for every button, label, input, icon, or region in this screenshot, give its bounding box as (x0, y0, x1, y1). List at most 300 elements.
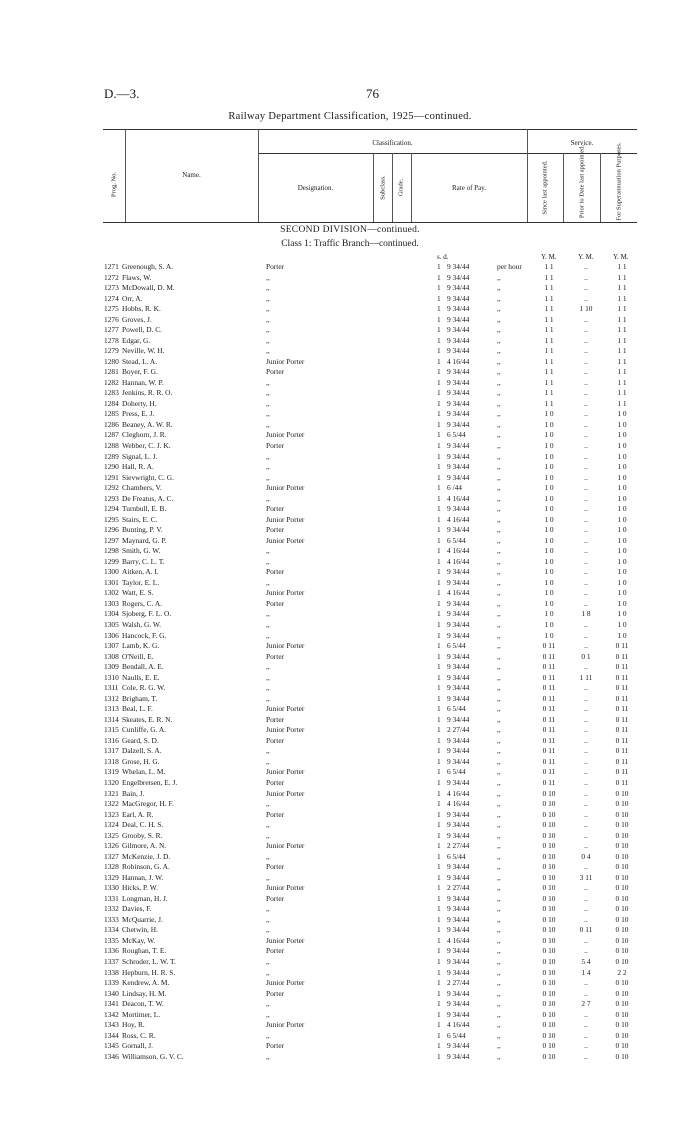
service-prior: 3 11 (579, 872, 593, 882)
service-superannuation: 1 0 (617, 577, 627, 587)
service-prior: .. (584, 283, 588, 293)
service-prior: 1 11 (579, 672, 593, 682)
service-since-last: 0 10 (542, 967, 556, 977)
designation: ,, (266, 409, 270, 419)
rate-unit: ,, (497, 314, 501, 324)
service-prior: .. (584, 1041, 588, 1051)
designation: ,, (266, 293, 270, 303)
service-prior: .. (584, 1030, 588, 1040)
table-row (0, 820, 700, 830)
service-since-last: 0 10 (542, 978, 556, 988)
service-prior: .. (584, 914, 588, 924)
rate-of-pay: 9 34/44 (447, 999, 470, 1009)
designation: Porter (266, 567, 285, 577)
table-row (0, 294, 700, 304)
rate-of-pay: 2 27/44 (447, 978, 470, 988)
subclass-value: 1 (437, 978, 441, 988)
prog-number: 1323 (104, 809, 119, 819)
table-row (0, 1052, 700, 1062)
service-prior: .. (584, 809, 588, 819)
subclass-value: 1 (437, 493, 441, 503)
table-row (0, 599, 700, 609)
table-row (0, 736, 700, 746)
service-since-last: 0 10 (542, 809, 556, 819)
prog-number: 1271 (104, 262, 119, 271)
designation: Junior Porter (266, 767, 305, 777)
service-superannuation: 0 11 (615, 735, 629, 745)
service-prior: .. (584, 704, 588, 714)
rate-unit: ,, (497, 620, 501, 630)
table-row (0, 862, 700, 872)
rate-unit: ,, (497, 704, 501, 714)
service-since-last: 1 1 (544, 335, 554, 345)
prog-number: 1320 (104, 777, 119, 787)
service-since-last: 0 11 (542, 746, 556, 756)
designation: Junior Porter (266, 935, 305, 945)
rate-of-pay: 9 34/44 (447, 672, 470, 682)
service-since-last: 1 0 (544, 472, 554, 482)
table-row (0, 631, 700, 641)
rate-of-pay: 9 34/44 (447, 946, 470, 956)
employee-name: Hancock, F. G. (122, 630, 167, 640)
service-since-last: 1 1 (544, 398, 554, 408)
employee-name: Signal, L. J. (122, 451, 158, 461)
rate-of-pay: 9 34/44 (447, 1041, 470, 1051)
prog-number: 1274 (104, 293, 119, 303)
grade-header: Grade. (397, 178, 405, 197)
service-prior: .. (584, 556, 588, 566)
designation: Porter (266, 598, 285, 608)
prog-number: 1306 (104, 630, 119, 640)
designation: Junior Porter (266, 725, 305, 735)
service-superannuation: 1 0 (617, 472, 627, 482)
prog-number: 1284 (104, 398, 119, 408)
prog-number: 1297 (104, 535, 119, 545)
service-since-last: 0 11 (542, 651, 556, 661)
document-reference: D.—3. (104, 86, 140, 101)
rate-unit: ,, (497, 304, 501, 314)
subclass-value: 1 (437, 556, 441, 566)
table-row (0, 1041, 700, 1051)
designation: ,, (266, 272, 270, 282)
rate-unit: ,, (497, 472, 501, 482)
subclass-value: 1 (437, 514, 441, 524)
employee-name: Hobbs, R. K. (122, 304, 161, 314)
designation: Porter (266, 893, 285, 903)
employee-name: Edgar, G. (122, 335, 151, 345)
subclass-value: 1 (437, 325, 441, 335)
service-prior: .. (584, 862, 588, 872)
table-row (0, 357, 700, 367)
service-superannuation: 1 1 (617, 325, 627, 335)
prog-number: 1278 (104, 335, 119, 345)
prog-number: 1343 (104, 1020, 119, 1030)
table-row (0, 473, 700, 483)
rate-unit: ,, (497, 672, 501, 682)
table-row (0, 999, 700, 1009)
service-superannuation: 1 1 (617, 293, 627, 303)
service-since-last: 0 10 (542, 851, 556, 861)
service-since-last: 0 10 (542, 956, 556, 966)
service-superannuation: 0 10 (615, 956, 629, 966)
service-superannuation: 0 10 (615, 851, 629, 861)
service-prior: .. (584, 1051, 588, 1061)
employee-name: Neville, W. H. (122, 346, 165, 356)
employee-name: Brigham, T. (122, 693, 158, 703)
rate-unit: ,, (497, 756, 501, 766)
rate-unit: ,, (497, 862, 501, 872)
employee-name: Sievwright, C. G. (122, 472, 174, 482)
service-superannuation: 0 10 (615, 999, 629, 1009)
employee-name: Geard, S. D. (122, 735, 159, 745)
service-superannuation: 0 10 (615, 925, 629, 935)
prog-number: 1289 (104, 451, 119, 461)
service-superannuation: 0 10 (615, 1041, 629, 1051)
service-since-last: 0 11 (542, 714, 556, 724)
designation: Porter (266, 441, 285, 450)
rate-unit: ,, (497, 335, 501, 345)
rate-of-pay: 6 5/44 (447, 430, 466, 440)
subclass-value: 1 (437, 830, 441, 840)
service-since-last: 0 10 (542, 862, 556, 872)
service-prior: .. (584, 567, 588, 577)
table-row (0, 283, 700, 293)
table-row (0, 662, 700, 672)
prog-number: 1314 (104, 714, 119, 724)
employee-name: Webber, C. J. K. (122, 441, 171, 450)
service-superannuation: 0 11 (615, 662, 629, 672)
prog-number: 1329 (104, 872, 119, 882)
service-since-last: 0 10 (542, 1020, 556, 1030)
service-prior: .. (584, 767, 588, 777)
service-since-last: 1 0 (544, 493, 554, 503)
service-since-last: 0 11 (542, 662, 556, 672)
service-superannuation: 0 11 (615, 683, 629, 693)
rate-of-pay: 9 34/44 (447, 967, 470, 977)
prog-number: 1307 (104, 641, 119, 651)
rate-of-pay: 9 34/44 (447, 1009, 470, 1019)
prog-number: 1313 (104, 704, 119, 714)
designation: ,, (266, 914, 270, 924)
service-superannuation: 0 10 (615, 978, 629, 988)
table-row (0, 789, 700, 799)
rate-of-pay: 9 34/44 (447, 598, 470, 608)
employee-name: Williamson, G. V. C. (122, 1051, 184, 1061)
service-since-last: 0 10 (542, 1051, 556, 1061)
subclass-value: 1 (437, 451, 441, 461)
subclass-value: 1 (437, 746, 441, 756)
employee-name: Barry, C. L. T. (122, 556, 165, 566)
employee-name: Robinson, G. A. (122, 862, 170, 872)
rate-unit: ,, (497, 451, 501, 461)
prog-number: 1312 (104, 693, 119, 703)
service-prior: .. (584, 367, 588, 377)
prog-number: 1295 (104, 514, 119, 524)
rate-unit: ,, (497, 946, 501, 956)
prog-number: 1339 (104, 978, 119, 988)
service-prior: 1 8 (581, 609, 591, 619)
service-prior: .. (584, 693, 588, 703)
section-heading: SECOND DIVISION—continued. (280, 225, 420, 235)
service-superannuation: 0 10 (615, 830, 629, 840)
employee-name: Deal, C. H. S. (122, 820, 164, 830)
service-prior: .. (584, 777, 588, 787)
designation: ,, (266, 756, 270, 766)
employee-name: MacGregor, H. F. (122, 799, 174, 809)
prog-number: 1301 (104, 577, 119, 587)
subclass-value: 1 (437, 630, 441, 640)
prog-number: 1305 (104, 620, 119, 630)
employee-name: Stairs, E. C. (122, 514, 158, 524)
service-superannuation: 0 10 (615, 946, 629, 956)
service-superannuation: 0 11 (615, 651, 629, 661)
employee-name: Boyer, F. G. (122, 367, 158, 377)
subclass-value: 1 (437, 377, 441, 387)
rate-of-pay: 9 34/44 (447, 956, 470, 966)
designation: ,, (266, 419, 270, 429)
service-since-last: 1 0 (544, 430, 554, 440)
service-prior: 2 7 (581, 999, 591, 1009)
table-row (0, 746, 700, 756)
service-since-last: 0 11 (542, 672, 556, 682)
designation: ,, (266, 630, 270, 640)
service-superannuation: 0 11 (615, 704, 629, 714)
prog-number: 1303 (104, 598, 119, 608)
employee-name: Doherty, H. (122, 398, 157, 408)
prog-number: 1276 (104, 314, 119, 324)
service-since-last: 1 1 (544, 367, 554, 377)
designation: ,, (266, 872, 270, 882)
rate-of-pay: 9 34/44 (447, 809, 470, 819)
rate-of-pay: 6 5/44 (447, 767, 466, 777)
table-row (0, 578, 700, 588)
rate-of-pay: 9 34/44 (447, 398, 470, 408)
rate-of-pay: 9 34/44 (447, 577, 470, 587)
designation: Porter (266, 651, 285, 661)
subclass-value: 1 (437, 946, 441, 956)
designation: ,, (266, 609, 270, 619)
service-prior: .. (584, 272, 588, 282)
rate-of-pay: 9 34/44 (447, 872, 470, 882)
service-prior: .. (584, 419, 588, 429)
subclass-value: 1 (437, 651, 441, 661)
designation: Junior Porter (266, 430, 305, 440)
rate-of-pay: 4 16/44 (447, 1020, 470, 1030)
service-prior: 1 4 (581, 967, 591, 977)
table-row (0, 925, 700, 935)
table-row (0, 915, 700, 925)
service-prior: .. (584, 799, 588, 809)
prog-number: 1309 (104, 662, 119, 672)
rate-unit: ,, (497, 746, 501, 756)
prog-no-header: Prog. No. (110, 171, 118, 198)
rate-unit: ,, (497, 388, 501, 398)
rate-of-pay: 9 34/44 (447, 662, 470, 672)
subclass-value: 1 (437, 567, 441, 577)
rate-of-pay: 4 16/44 (447, 356, 470, 366)
service-superannuation: 0 11 (615, 672, 629, 682)
designation: Porter (266, 714, 285, 724)
prog-number: 1321 (104, 788, 119, 798)
employee-name: McKay, W. (122, 935, 156, 945)
rate-of-pay: 9 34/44 (447, 272, 470, 282)
unit-sd: s. d. (437, 253, 449, 261)
employee-name: Dalzell, S. A. (122, 746, 162, 756)
rate-unit: ,, (497, 430, 501, 440)
employee-name: Longman, H. J. (122, 893, 168, 903)
rate-of-pay: 4 16/44 (447, 935, 470, 945)
designation: ,, (266, 830, 270, 840)
rate-of-pay: 9 34/44 (447, 609, 470, 619)
designation: ,, (266, 472, 270, 482)
employee-name: Lindsay, H. M. (122, 988, 167, 998)
unit-prior: Y. M. (578, 253, 594, 261)
table-row (0, 536, 700, 546)
table-row (0, 567, 700, 577)
designation: Junior Porter (266, 514, 305, 524)
service-superannuation: 0 10 (615, 1030, 629, 1040)
prog-number: 1326 (104, 841, 119, 851)
service-since-last: 0 11 (542, 767, 556, 777)
rate-of-pay: 9 34/44 (447, 914, 470, 924)
table-row (0, 968, 700, 978)
subclass-value: 1 (437, 893, 441, 903)
prog-number: 1272 (104, 272, 119, 282)
table-row (0, 904, 700, 914)
rate-of-pay: 9 34/44 (447, 419, 470, 429)
rate-of-pay: 9 34/44 (447, 462, 470, 472)
rate-unit: ,, (497, 546, 501, 556)
table-header (103, 129, 637, 231)
table-row (0, 936, 700, 946)
prog-number: 1337 (104, 956, 119, 966)
service-prior: .. (584, 620, 588, 630)
subclass-value: 1 (437, 735, 441, 745)
service-since-last: 1 1 (544, 314, 554, 324)
designation: Junior Porter (266, 704, 305, 714)
employee-name: Groves, J. (122, 314, 152, 324)
employee-name: Kendrew, A. M. (122, 978, 170, 988)
service-prior: .. (584, 577, 588, 587)
designation: Porter (266, 525, 285, 535)
prog-number: 1319 (104, 767, 119, 777)
service-superannuation: 0 11 (615, 746, 629, 756)
service-since-last: 1 1 (544, 377, 554, 387)
rate-unit: ,, (497, 535, 501, 545)
table-row (0, 378, 700, 388)
subclass-value: 1 (437, 925, 441, 935)
prog-number: 1338 (104, 967, 119, 977)
subclass-value: 1 (437, 293, 441, 303)
rate-unit: ,, (497, 377, 501, 387)
rate-unit: ,, (497, 788, 501, 798)
rate-of-pay: 2 27/44 (447, 841, 470, 851)
service-prior: .. (584, 756, 588, 766)
employee-name: Ross, C. R. (122, 1030, 156, 1040)
service-since-last: 1 0 (544, 451, 554, 461)
designation: ,, (266, 967, 270, 977)
prog-number: 1341 (104, 999, 119, 1009)
service-superannuation: 0 10 (615, 883, 629, 893)
subclass-value: 1 (437, 704, 441, 714)
employee-name: Cleghorn, J. R. (122, 430, 167, 440)
service-prior: .. (584, 588, 588, 598)
rate-of-pay: 9 34/44 (447, 367, 470, 377)
subclass-value: 1 (437, 683, 441, 693)
subclass-value: 1 (437, 820, 441, 830)
subclass-value: 1 (437, 725, 441, 735)
table-row (0, 641, 700, 651)
rate-unit: ,, (497, 588, 501, 598)
service-since-last: 0 10 (542, 883, 556, 893)
service-prior: .. (584, 451, 588, 461)
service-since-last: 0 10 (542, 999, 556, 1009)
service-since-last: 1 0 (544, 504, 554, 514)
rate-unit: ,, (497, 367, 501, 377)
designation: Porter (266, 809, 285, 819)
rate-of-pay: 6 5/44 (447, 704, 466, 714)
employee-name: Gilmore, A. N. (122, 841, 167, 851)
rate-unit: ,, (497, 556, 501, 566)
employee-name: McKenzie, J. D. (122, 851, 171, 861)
rate-of-pay: 9 34/44 (447, 451, 470, 461)
subclass-value: 1 (437, 767, 441, 777)
table-row (0, 1031, 700, 1041)
service-since-last: 1 0 (544, 441, 554, 450)
service-since-last: 0 10 (542, 925, 556, 935)
employee-name: Cole, R. G. W. (122, 683, 166, 693)
designation: Porter (266, 262, 285, 271)
employee-name: Earl, A. R. (122, 809, 154, 819)
designation: ,, (266, 325, 270, 335)
rate-of-pay: 9 34/44 (447, 862, 470, 872)
subclass-value: 1 (437, 641, 441, 651)
table-row (0, 715, 700, 725)
rate-unit: ,, (497, 630, 501, 640)
service-since-last: 0 11 (542, 704, 556, 714)
service-prior: .. (584, 683, 588, 693)
prog-number: 1308 (104, 651, 119, 661)
rate-unit: ,, (497, 1041, 501, 1051)
unit-since: Y. M. (541, 253, 557, 261)
service-prior: .. (584, 483, 588, 493)
rate-unit: ,, (497, 725, 501, 735)
rate-of-pay: 9 34/44 (447, 925, 470, 935)
prog-number: 1293 (104, 493, 119, 503)
subclass-value: 1 (437, 788, 441, 798)
service-since-last: 1 0 (544, 525, 554, 535)
service-prior: .. (584, 493, 588, 503)
service-superannuation: 1 1 (617, 335, 627, 345)
service-since-last: 1 1 (544, 356, 554, 366)
service-prior: 0 11 (579, 925, 593, 935)
prog-number: 1336 (104, 946, 119, 956)
table-row (0, 325, 700, 335)
rate-unit: ,, (497, 830, 501, 840)
designation: Junior Porter (266, 641, 305, 651)
designation: ,, (266, 820, 270, 830)
service-superannuation: 1 1 (617, 304, 627, 314)
subclass-value: 1 (437, 883, 441, 893)
rate-unit: ,, (497, 325, 501, 335)
subclass-value: 1 (437, 799, 441, 809)
designation: ,, (266, 925, 270, 935)
service-since-last: 0 11 (542, 735, 556, 745)
for-super-header: For Superannuation Purposes. (615, 142, 623, 221)
service-prior: .. (584, 598, 588, 608)
since-last-header: Since last appointed. (541, 160, 549, 215)
employee-name: Hoy, R. (122, 1020, 145, 1030)
